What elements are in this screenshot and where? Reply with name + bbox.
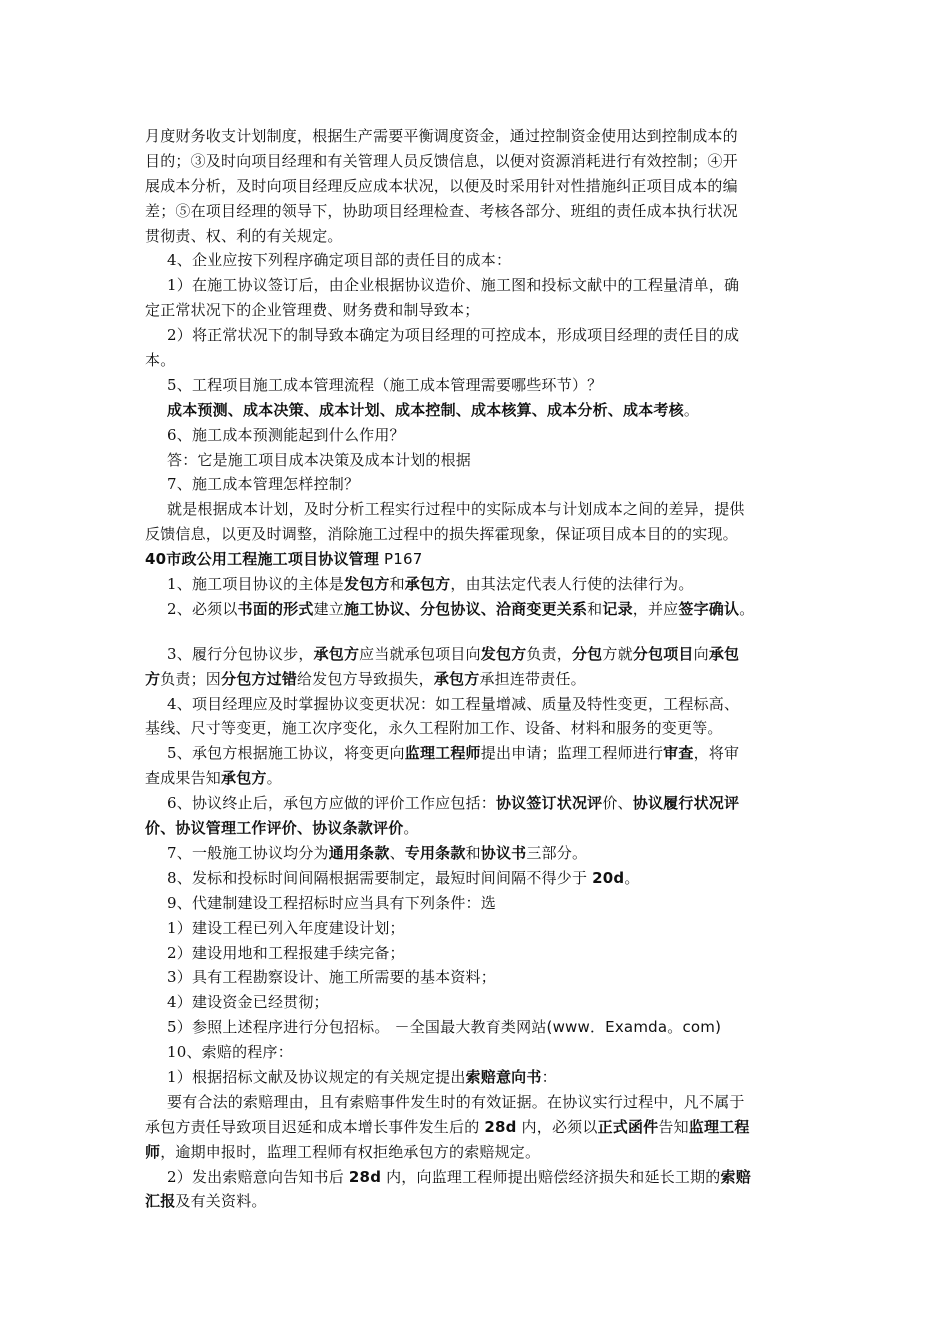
- text-line: [145, 1165, 817, 1190]
- text-line: [145, 348, 817, 373]
- text-line: [145, 990, 817, 1015]
- text-segment: ，并应: [632, 599, 679, 618]
- bold-text: 师: [145, 1142, 161, 1161]
- text-segment: P167: [379, 550, 423, 569]
- text-segment: 。: [266, 769, 282, 788]
- text-segment: 反馈信息，以更及时调整，消除施工过程中的损失挥霍现象，保证项目成本目的的实现。: [145, 525, 738, 544]
- text-segment: 三部分。: [526, 843, 588, 862]
- text-segment: 就是根据成本计划，及时分析工程实行过程中的实际成本与计划成本之间的差异，提供: [167, 500, 745, 519]
- bold-text: 协议签订状况评: [495, 794, 603, 813]
- bold-text: 通用条款: [328, 843, 390, 862]
- bold-text: 索赔: [720, 1167, 751, 1186]
- text-segment: 。: [624, 868, 640, 887]
- bold-text: 承包方: [313, 644, 360, 663]
- text-segment: 应当就承包项目向: [359, 644, 481, 663]
- text-line: [145, 1065, 817, 1090]
- bold-text: 汇报: [145, 1192, 176, 1211]
- text-segment: 展成本分析，及时向项目经理反应成本状况，以便及时采用针对性措施纠正项目成本的编: [145, 176, 738, 195]
- text-segment: 10、索赔的程序：: [167, 1043, 293, 1062]
- text-segment: 差；⑤在项目经理的领导下，协助项目经理检查、考核各部分、班组的责任成本执行状况: [145, 201, 738, 220]
- text-segment: 6、施工成本预测能起到什么作用？: [167, 425, 405, 444]
- blank-line: [145, 622, 817, 642]
- text-segment: 答：它是施工项目成本决策及成本计划的根据: [167, 450, 472, 469]
- text-segment: 7、施工成本管理怎样控制？: [167, 475, 360, 494]
- text-segment: 1）建设工程已列入年度建设计划；: [167, 918, 405, 937]
- bold-text: 施工协议、分包协议、洽商变更关系: [343, 599, 588, 618]
- text-line: [145, 692, 817, 717]
- text-line: [145, 941, 817, 966]
- text-segment: ，将审: [693, 744, 740, 763]
- bold-text: 价、协议管理工作评价、协议条款评价: [145, 819, 404, 838]
- text-segment: 贯彻责、权、利的有关规定。: [145, 226, 343, 245]
- text-line: [145, 248, 817, 273]
- text-line: [145, 298, 817, 323]
- text-line: [145, 791, 817, 816]
- text-segment: 4、企业应按下列程序确定项目部的责任目的成本：: [167, 251, 512, 270]
- text-segment: 3）具有工程勘察设计、施工所需要的基本资料；: [167, 968, 496, 987]
- text-line: [145, 273, 817, 298]
- text-segment: 及有关资料。: [175, 1192, 267, 1211]
- text-segment: 向: [693, 644, 709, 663]
- text-line: [145, 1189, 817, 1214]
- bold-text: 书面的形式: [237, 599, 314, 618]
- text-segment: 。: [739, 599, 755, 618]
- text-segment: 查成果告知: [145, 769, 222, 788]
- text-segment: 负责，: [526, 644, 572, 663]
- text-line: [145, 547, 817, 572]
- text-line: [145, 1140, 817, 1165]
- bold-text: 监理工程师: [404, 744, 481, 763]
- bold-text: 监理工程: [688, 1117, 750, 1136]
- bold-text: 发包方: [343, 575, 390, 594]
- text-line: [145, 1015, 817, 1040]
- text-segment: 承担连带责任。: [479, 669, 586, 688]
- bold-text: 承包方: [221, 769, 267, 788]
- text-segment: 2）将正常状况下的制导致本确定为项目经理的可控成本，形成项目经理的责任目的成: [167, 326, 740, 345]
- bold-text: 承包: [708, 644, 740, 663]
- text-segment: 4、项目经理应及时掌握协议变更状况：如工程量增减、质量及特性变更，工程标高、: [167, 694, 740, 713]
- text-line: [145, 572, 817, 597]
- bold-text: 发包方: [480, 644, 527, 663]
- text-segment: 和: [389, 575, 405, 594]
- bold-text: 28d: [484, 1117, 517, 1136]
- text-segment: 内，向监理工程师提出赔偿经济损失和延长工期的: [381, 1167, 721, 1186]
- bold-text: 协议书: [480, 843, 527, 862]
- text-segment: 5、承包方根据施工协议，将变更向: [167, 744, 405, 763]
- text-segment: 基线、尺寸等变更，施工次序变化，永久工程附加工作、设备、材料和服务的变更等。: [145, 719, 723, 738]
- text-segment: ，由其法定代表人行使的法律行为。: [450, 575, 694, 594]
- text-line: [145, 398, 817, 423]
- text-segment: ：: [541, 1067, 557, 1086]
- text-segment: 1）在施工协议签订后，由企业根据协议造价、施工图和投标文献中的工程量清单，确: [167, 276, 740, 295]
- text-line: [145, 323, 817, 348]
- text-segment: 负责；因: [160, 669, 222, 688]
- text-segment: 建立: [313, 599, 344, 618]
- text-segment: 1、施工项目协议的主体是: [167, 575, 344, 594]
- text-line: [145, 1040, 817, 1065]
- bold-text: 分包项目: [632, 644, 694, 663]
- text-segment: 2）建设用地和工程报建手续完备；: [167, 943, 405, 962]
- text-line: [145, 642, 817, 667]
- text-line: [145, 841, 817, 866]
- text-line: [145, 816, 817, 841]
- text-line: [145, 149, 817, 174]
- text-segment: 2、必须以: [167, 599, 238, 618]
- text-line: [145, 199, 817, 224]
- text-segment: 1）根据招标文献及协议规定的有关规定提出: [167, 1067, 466, 1086]
- bold-text: 记录: [602, 599, 633, 618]
- bold-text: 专用条款: [404, 843, 466, 862]
- text-line: [145, 866, 817, 891]
- text-segment: 5）参照上述程序进行分包招标。 －全国最大教育类网站: [167, 1018, 547, 1037]
- text-line: [145, 716, 817, 741]
- bold-text: 正式函件: [597, 1117, 659, 1136]
- text-line: [145, 124, 817, 149]
- text-segment: 。: [403, 819, 419, 838]
- text-segment: 7、一般施工协议均分为: [167, 843, 329, 862]
- text-segment: 和: [587, 599, 603, 618]
- text-segment: ，逾期申报时，监理工程师有权拒绝承包方的索赔规定。: [160, 1142, 541, 1161]
- text-segment: 提出申请；监理工程师进行: [480, 744, 664, 763]
- text-line: [145, 597, 817, 622]
- text-line: [145, 472, 817, 497]
- bold-text: 分包方过错: [221, 669, 298, 688]
- text-segment: 、: [389, 843, 405, 862]
- text-line: [145, 741, 817, 766]
- bold-text: 承包方: [404, 575, 451, 594]
- text-segment: 价、: [602, 794, 633, 813]
- bold-text: 方: [145, 669, 161, 688]
- text-line: [145, 448, 817, 473]
- text-line: [145, 224, 817, 249]
- text-segment: 6、协议终止后，承包方应做的评价工作应包括：: [167, 794, 496, 813]
- text-segment: 给发包方导致损失，: [297, 669, 434, 688]
- text-line: [145, 423, 817, 448]
- text-segment: 目的；③及时向项目经理和有关管理人员反馈信息，以便对资源消耗进行有效控制；④开: [145, 151, 738, 170]
- text-segment: 3、履行分包协议步，: [167, 644, 314, 663]
- text-segment: 8、发标和投标时间间隔根据需要制定，最短时间间隔不得少于: [167, 868, 593, 887]
- text-segment: 本。: [145, 351, 176, 370]
- bold-text: 签字确认: [678, 599, 740, 618]
- text-line: [145, 174, 817, 199]
- bold-text: 审查: [663, 744, 694, 763]
- text-segment: 2）发出索赔意向告知书后: [167, 1167, 349, 1186]
- bold-text: 20d: [592, 868, 625, 887]
- text-line: [145, 916, 817, 941]
- text-segment: 定正常状况下的企业管理费、财务费和制导致本；: [145, 301, 480, 320]
- text-line: [145, 497, 817, 522]
- text-line: [145, 522, 817, 547]
- bold-text: 市政公用工程施工项目协议管理: [166, 550, 380, 569]
- text-line: [145, 891, 817, 916]
- text-segment: 5、工程项目施工成本管理流程（施工成本管理需要哪些环节）？: [167, 375, 603, 394]
- document-body: [145, 124, 817, 1214]
- bold-text: 28d: [348, 1167, 382, 1186]
- bold-text: 成本预测、成本决策、成本计划、成本控制、成本核算、成本分析、成本考核: [167, 400, 684, 419]
- text-line: [145, 1090, 817, 1115]
- text-segment: 内，必须以: [516, 1117, 598, 1136]
- text-segment: 告知: [658, 1117, 689, 1136]
- text-line: [145, 965, 817, 990]
- text-line: [145, 373, 817, 398]
- bold-text: 40: [145, 550, 167, 569]
- bold-text: 索赔意向书: [465, 1067, 542, 1086]
- text-segment: 要有合法的索赔理由，且有索赔事件发生时的有效证据。在协议实行过程中，凡不属于: [167, 1092, 745, 1111]
- text-segment: 和: [465, 843, 481, 862]
- text-segment: 承包方责任导致项目迟延和成本增长事件发生后的: [145, 1117, 485, 1136]
- text-segment: 9、代建制建设工程招标时应当具有下列条件：选: [167, 893, 496, 912]
- text-segment: 方就: [602, 644, 633, 663]
- text-segment: 月度财务收支计划制度，根据生产需要平衡调度资金，通过控制资金使用达到控制成本的: [145, 127, 738, 145]
- bold-text: 协议履行状况评: [632, 794, 740, 813]
- text-segment: (www．Examda。com): [546, 1018, 722, 1037]
- text-line: [145, 766, 817, 791]
- bold-text: 承包方: [433, 669, 480, 688]
- bold-text: 分包: [571, 644, 603, 663]
- text-line: [145, 667, 817, 692]
- text-segment: 4）建设资金已经贯彻；: [167, 993, 329, 1012]
- text-line: [145, 1115, 817, 1140]
- text-segment: 。: [683, 400, 700, 419]
